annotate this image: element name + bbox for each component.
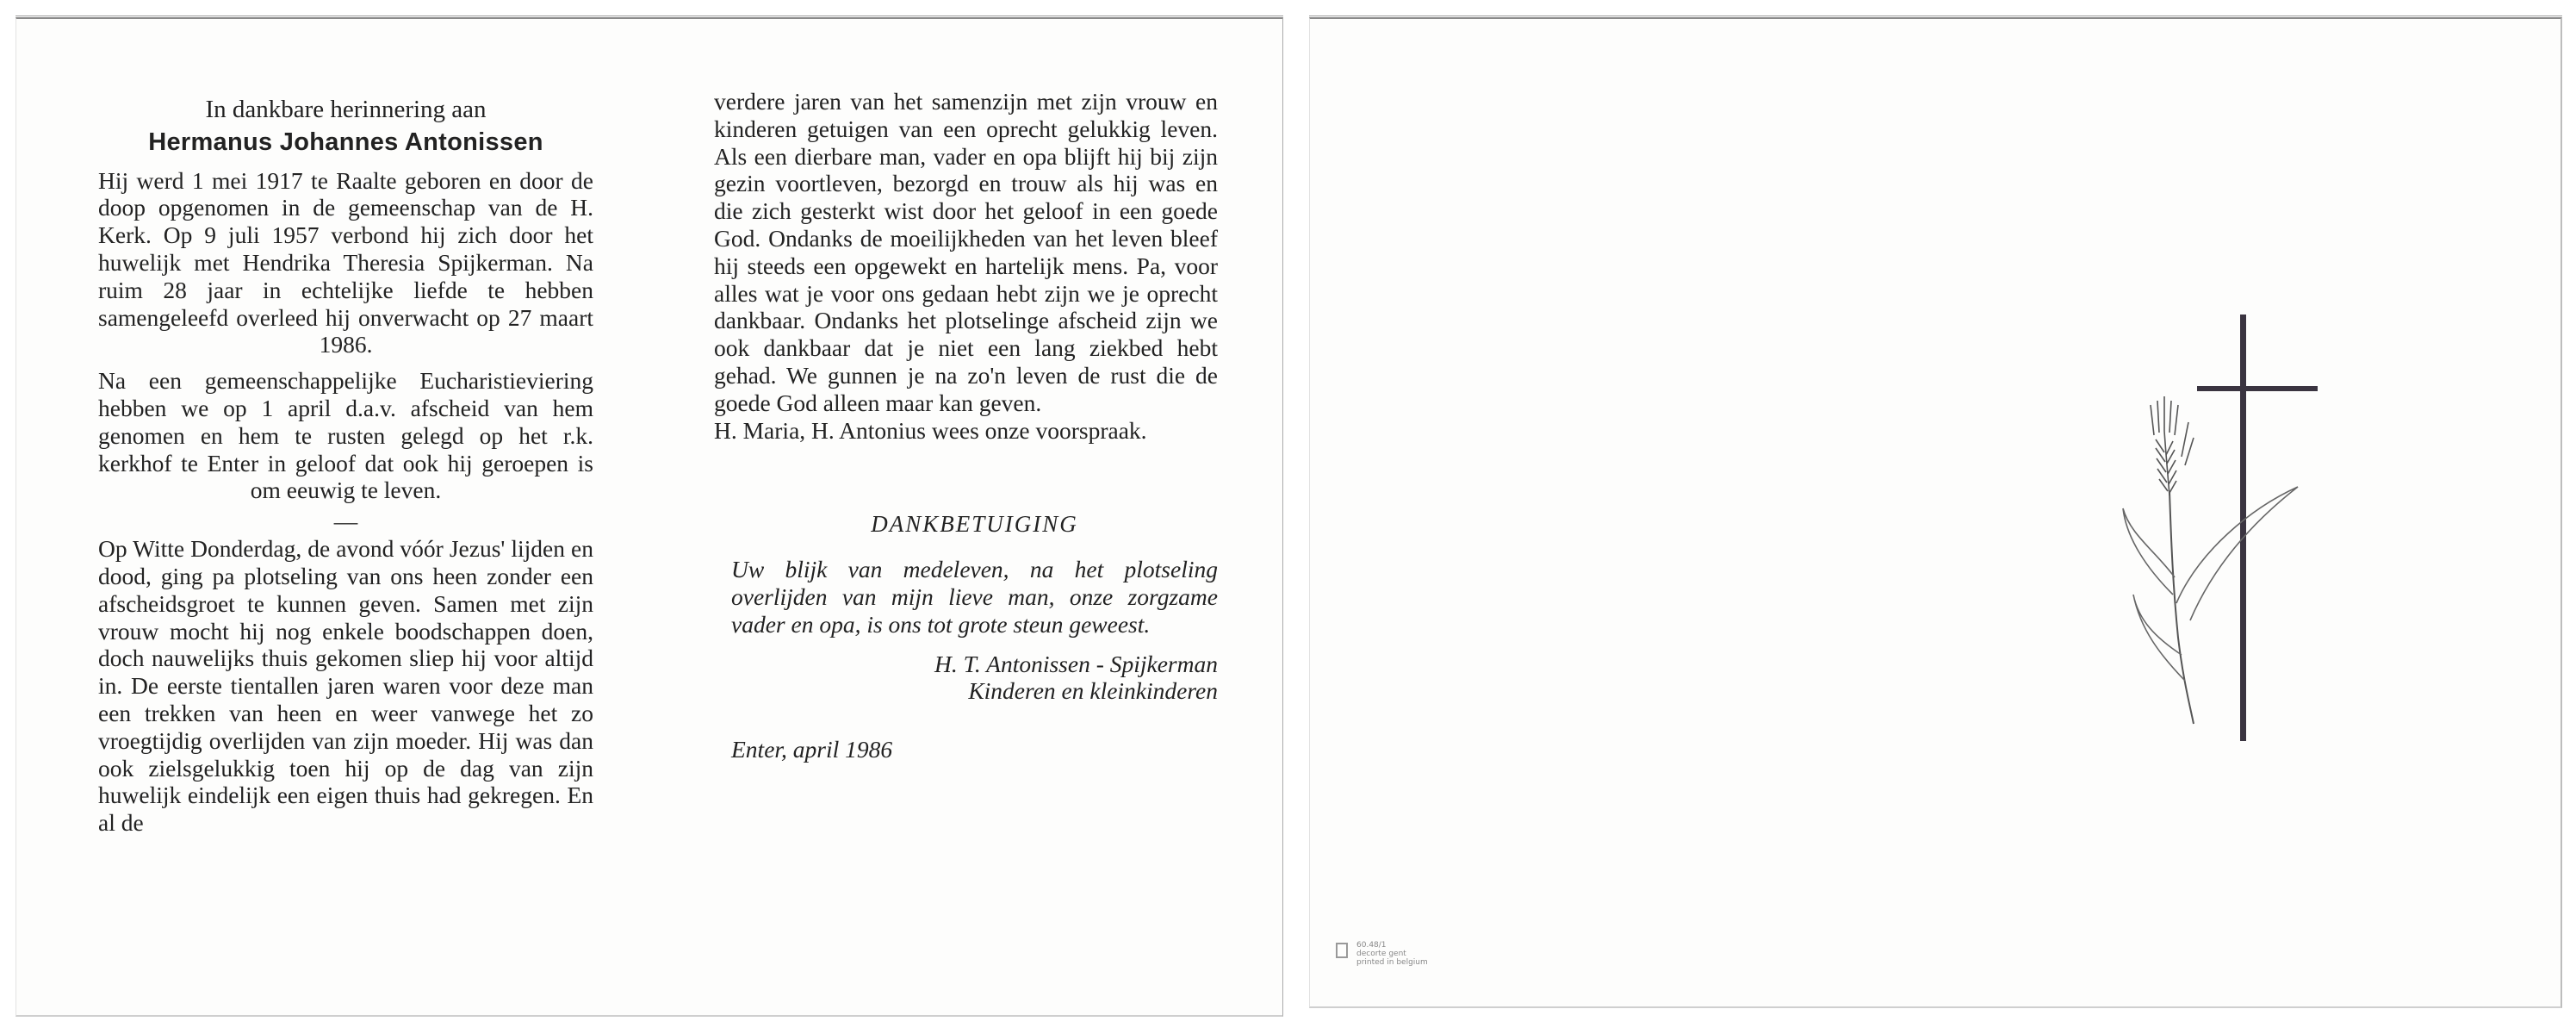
- section-separator: —: [333, 508, 358, 535]
- left-card-panel: [16, 17, 1283, 1017]
- signature-block: [714, 651, 1218, 706]
- cross-horizontal-beam: [2197, 386, 2318, 391]
- biography-paragraph-3: Op Witte Donderdag, de avond vóór Jezus' lijden en dood, ging pa plotseling van ons heen zonder een afscheidsgroet te kunnen geven. Samen met zijn vrouw mocht hij nog enkele boodschappen doen, doch nauwelijks thuis gekomen sliep hij voor altijd in. De eerste tientallen jaren waren voor deze man een trekken van heen en weer vanwege het zo vroegtijdig overlijden van zijn moeder. Hij was dan ook zielsgelukkig toen hij op de dag van zijn huwelijk eindelijk een eigen thuis had gekregen. En al de: [98, 535, 593, 837]
- cross-with-wheat-icon: [2121, 293, 2345, 741]
- signature-line-1: H. T. Antonissen - Spijkerman: [934, 650, 1218, 677]
- thanks-message: Uw blijk van medeleven, na het plotseling overlijden van mijn lieve man, onze zorgzame vader en opa, is ons tot grote steun geweest.: [731, 556, 1218, 638]
- prayer-line: H. Maria, H. Antonius wees onze voorspraak.: [714, 416, 1147, 444]
- biography-paragraph-4: verdere jaren van het samenzijn met zijn vrouw en kinderen getuigen van een oprecht gelukkig leven. Als een dierbare man, vader en opa blijft hij bij zijn gezin voortleven, bezorgd en trouw als hij was en die zich gesterkt wist door het geloof in een goede God. Ondanks de moeilijkheden van het leven bleef hij steeds een opgewekt en hartelijk mens. Pa, voor alles wat je voor ons gedaan hebt zijn we je oprecht dankbaar. Ondanks het plotselinge afscheid zijn we ook dankbaar dat je niet een lang ziekbed hebt gehad. We gunnen je na zo'n leven de rust die de goede God alleen maar kan geven.: [714, 88, 1218, 416]
- cross-vertical-beam: [2240, 315, 2246, 741]
- place-date: Enter, april 1986: [731, 736, 893, 763]
- printer-logo-icon: [1336, 943, 1348, 958]
- printer-code: 60.48/1: [1356, 941, 1387, 950]
- deceased-name: Hermanus Johannes Antonissen: [148, 128, 543, 156]
- text-column-right: [714, 88, 1218, 763]
- wheat-stem: [2169, 491, 2194, 724]
- printer-text: [1356, 941, 1428, 967]
- thanks-heading: DANKBETUIGING: [871, 511, 1078, 538]
- intro-line: In dankbare herinnering aan: [205, 96, 487, 123]
- text-column-left: [98, 97, 593, 837]
- wheat-leaves: [2123, 487, 2298, 681]
- printer-mark: [1336, 939, 1474, 974]
- wheat-ear: [2151, 396, 2194, 495]
- signature-line-2: Kinderen en kleinkinderen: [968, 677, 1218, 705]
- printer-name: decorte gent: [1356, 950, 1406, 958]
- right-card-panel: [1309, 17, 2562, 1008]
- printer-country: printed in belgium: [1356, 958, 1428, 967]
- biography-paragraph-1: Hij werd 1 mei 1917 te Raalte geboren en door de doop opgenomen in de gemeenschap van de H. Kerk. Op 9 juli 1957 verbond hij zich door het huwelijk met Hendrika Theresia Spijkerman. Na ruim 28 jaar in echtelijke liefde te hebben samengeleefd overleed hij onverwacht op 27 maart 1986.: [98, 166, 593, 358]
- biography-paragraph-2: Na een gemeenschappelijke Eucharistieviering hebben we op 1 april d.a.v. afscheid van hem genomen en hem te rusten gelegd op het r.k. kerkhof te Enter in geloof dat ook hij geroepen is om eeuwig te leven.: [98, 367, 593, 504]
